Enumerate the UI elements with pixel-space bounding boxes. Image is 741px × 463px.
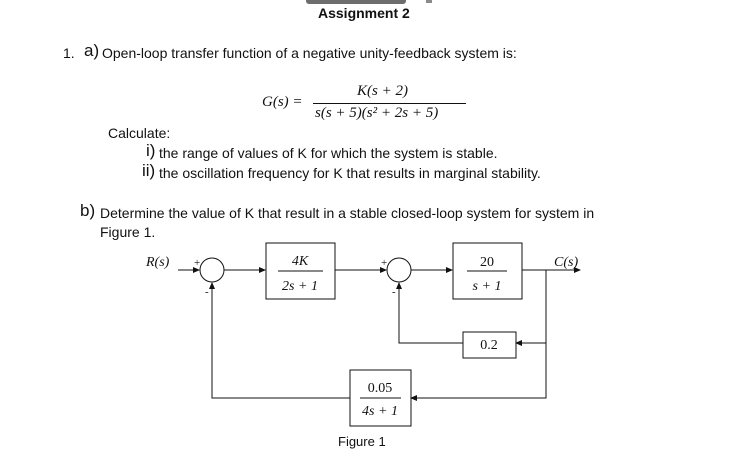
part-a-statement: Open-loop transfer function of a negative unity-feedback system is: [102, 45, 517, 61]
sum2-minus-sign: - [392, 286, 396, 298]
block-2-denominator: s + 1 [472, 279, 502, 294]
part-b-label: b) [80, 201, 96, 220]
part-b-statement-line1: Determine the value of K that result in a stable closed-loop system for system in [100, 205, 595, 221]
sum1-plus-sign: + [194, 257, 201, 269]
transfer-function-numerator: K(s + 2) [357, 83, 408, 99]
summing-junction-1 [200, 258, 224, 282]
block-4-numerator: 0.05 [367, 381, 393, 396]
item-i-label: i) [146, 141, 156, 160]
question-number: 1. [63, 45, 75, 61]
block-3-value: 0.2 [480, 338, 498, 353]
block-4-denominator: 4s + 1 [362, 404, 398, 419]
signal-block4-to-sum1 [212, 283, 350, 398]
part-b-statement-line2: Figure 1. [100, 224, 156, 240]
part-a-label: a) [84, 41, 100, 60]
input-label: R(s) [146, 255, 170, 270]
summing-junction-2 [387, 258, 411, 282]
signal-to-block4 [411, 343, 546, 398]
item-i-text: the range of values of K for which the system is stable. [159, 145, 498, 161]
figure-caption: Figure 1 [338, 434, 386, 449]
output-label: C(s) [554, 255, 579, 270]
sum1-minus-sign: - [205, 286, 209, 298]
block-2-numerator: 20 [480, 255, 494, 270]
sum2-plus-sign: + [381, 257, 388, 269]
item-ii-text: the oscillation frequency for K that results in marginal stability. [159, 165, 541, 181]
signal-to-block3 [516, 270, 546, 343]
item-ii-label: ii) [142, 161, 156, 180]
calculate-label: Calculate: [108, 125, 171, 141]
transfer-function-lhs: G(s) = [262, 94, 303, 110]
assignment-title: Assignment 2 [318, 5, 410, 21]
block-1-numerator: 4K [291, 254, 309, 269]
transfer-function-denominator: s(s + 5)(s² + 2s + 5) [315, 105, 439, 121]
block-1-denominator: 2s + 1 [282, 279, 318, 294]
